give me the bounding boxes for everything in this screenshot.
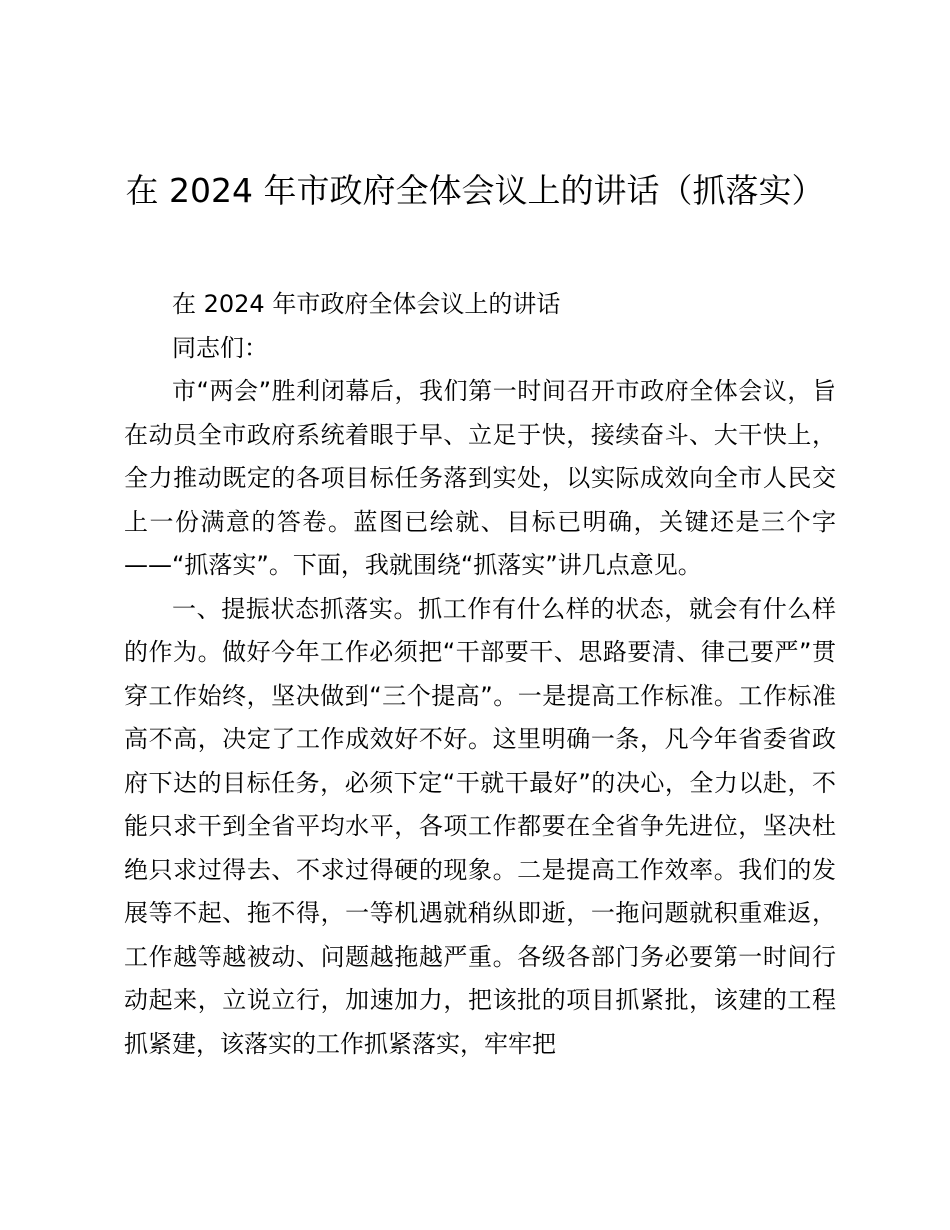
subtitle-paragraph: 在 2024 年市政府全体会议上的讲话	[172, 290, 561, 318]
document-title: 在 2024 年市政府全体会议上的讲话（抓落实）	[125, 171, 825, 210]
document-body	[124, 283, 836, 1066]
salutation-paragraph: 同志们：	[172, 333, 268, 362]
intro-paragraph: 市“两会”胜利闭幕后，我们第一时间召开市政府全体会议，旨在动员全市政府系统着眼于早、立足于快，接续奋斗、大干快上，全力推动既定的各项目标任务落到实处，以实际成效向全市人民交上一份满意的答卷。蓝图已绘就、目标已明确，关键还是三个字——“抓落实”。下面，我就围绕“抓落实”讲几点意见。	[124, 377, 836, 579]
section-one-paragraph: 一、提振状态抓落实。抓工作有什么样的状态，就会有什么样的作为。做好今年工作必须把“干部要干、思路要清、律己要严”贯穿工作始终，坚决做到“三个提高”。一是提高工作标准。工作标准高不高，决定了工作成效好不好。这里明确一条，凡今年省委省政府下达的目标任务，必须下定“干就干最好”的决心，全力以赴，不能只求干到全省平均水平，各项工作都要在全省争先进位，坚决杜绝只求过得去、不求过得硬的现象。二是提高工作效率。我们的发展等不起、拖不得，一等机遇就稍纵即逝，一拖问题就积重难返，工作越等越被动、问题越拖越严重。各级各部门务必要第一时间行动起来，立说立行，加速加力，把该批的项目抓紧批，该建的工程抓紧建，该落实的工作抓紧落实，牢牢把	[124, 594, 836, 1058]
